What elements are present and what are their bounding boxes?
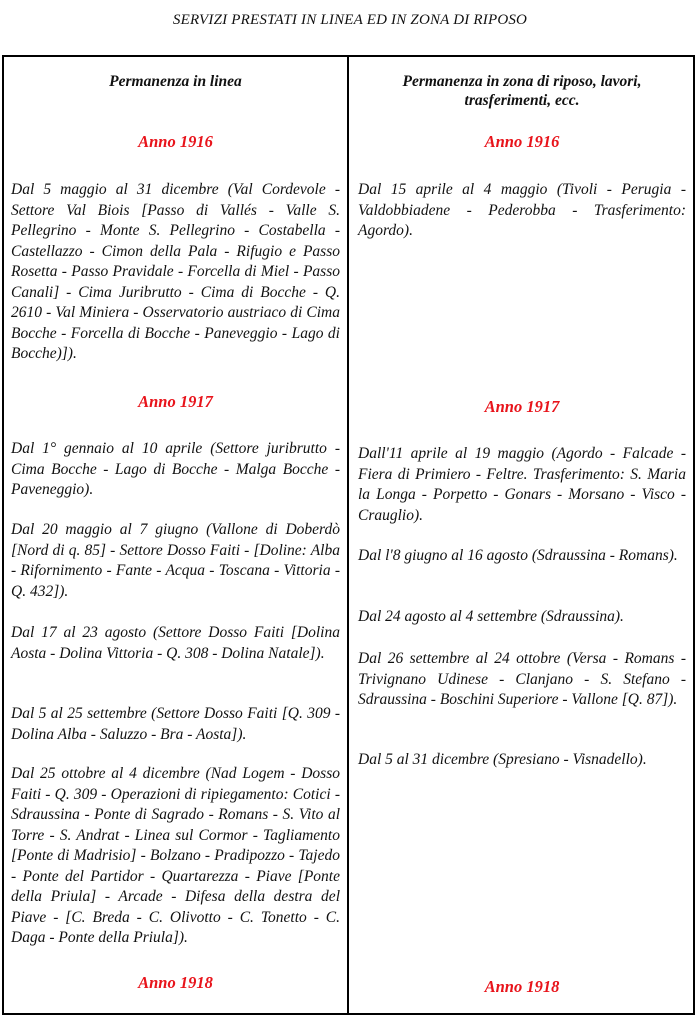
left-entry-1917-5: Dal 25 ottobre al 4 dicembre (Nad Logem - Dosso Faiti - Q. 309 - Operazioni di ripiegamento: Cotici - Sdraussina - Ponte di Sagrado - Romans - S. Vito al Torre - S. Andrat - Linea sul Cormor - Tagliamento [Ponte di Madrisio] - Bolzano - Pradipozzo - Tajedo - Ponte del Partidor - Quartarezza - Piave [Ponte della Priula] - Arcade - Difesa della destra del Piave - [C. Breda - C. Olivotto - C. Tonetto - C. Daga - Ponte della Priula]). [11, 765, 340, 946]
right-year-1918: Anno 1918 [484, 977, 560, 996]
right-entry-1917-5: Dal 5 al 31 dicembre (Spresiano - Visnadello). [358, 751, 647, 768]
left-entry-1917-4: Dal 5 al 25 settembre (Settore Dosso Faiti [Q. 309 - Dolina Alba - Saluzzo - Bra - Aosta]). [11, 705, 340, 743]
column-divider [347, 55, 349, 1015]
right-year-1917: Anno 1917 [484, 397, 560, 416]
right-entry-1917-2: Dal l'8 giugno al 16 agosto (Sdraussina - Romans). [358, 547, 678, 564]
right-column-header: Permanenza in zona di riposo, lavori, trasferimenti, ecc. [402, 73, 642, 109]
right-entry-1917-4: Dal 26 settembre al 24 ottobre (Versa - Romans - Trivignano Udinese - Clanjano - S. Stefano - Sdraussina - Boschini Superiore - Vallone [Q. 87]). [358, 650, 686, 708]
left-column-header: Permanenza in linea [109, 73, 242, 90]
left-entry-1917-2: Dal 20 maggio al 7 giugno (Vallone di Doberdò [Nord di q. 85] - Settore Dosso Faiti - [Doline: Alba - Rifornimento - Fante - Acqua - Toscana - Vittoria - Q. 432]). [11, 521, 340, 600]
right-year-1916: Anno 1916 [484, 132, 560, 151]
left-year-1918: Anno 1918 [138, 973, 213, 992]
left-entry-1917-3: Dal 17 al 23 agosto (Settore Dosso Faiti [Dolina Aosta - Dolina Vittoria - Q. 308 - Dolina Natale]). [11, 624, 340, 662]
left-entry-1917-1: Dal 1° gennaio al 10 aprile (Settore juribrutto - Cima Bocche - Lago di Bocche - Malga Bocche - Paveneggio). [11, 440, 340, 498]
right-entry-1917-3: Dal 24 agosto al 4 settembre (Sdraussina). [358, 608, 624, 625]
left-year-1916: Anno 1916 [138, 132, 213, 151]
right-entry-1916-1: Dal 15 aprile al 4 maggio (Tivoli - Perugia - Valdobbiadene - Pederobba - Trasferimento: Agordo). [358, 181, 686, 239]
left-entry-1916-1: Dal 5 maggio al 31 dicembre (Val Cordevole - Settore Val Biois [Passo di Vallés - Valle S. Pellegrino - Monte S. Pellegrino - Costabella - Castellazzo - Cimon della Pala - Rifugio e Passo Rosetta - Passo Pravidale - Forcella di Miel - Passo Canali] - Cima Juribrutto - Cima di Bocche - Q. 2610 - Val Miniera - Osservatorio austriaco di Cima Bocche - Forcella di Bocche - Paneveggio - Lago di Bocche)]). [11, 181, 340, 362]
right-entry-1917-1: Dall'11 aprile al 19 maggio (Agordo - Falcade - Fiera di Primiero - Feltre. Trasferimento: S. Maria la Longa - Porpetto - Gonars - Morsano - Visco - Crauglio). [358, 445, 686, 524]
document-title: SERVIZI PRESTATI IN LINEA ED IN ZONA DI RIPOSO [172, 12, 528, 28]
left-year-1917: Anno 1917 [138, 392, 213, 411]
